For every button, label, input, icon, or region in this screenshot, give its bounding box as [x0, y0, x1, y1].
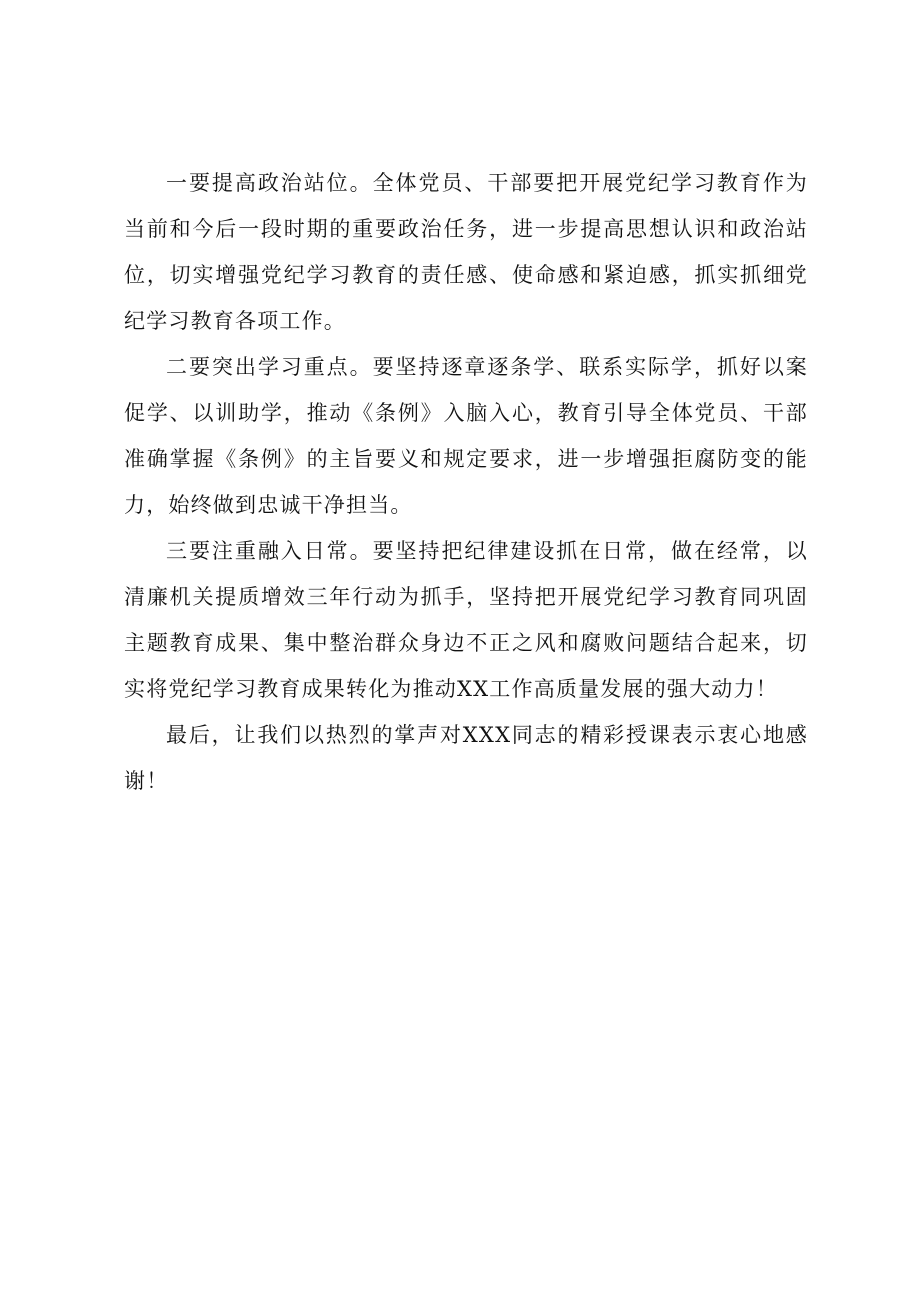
- paragraph-4: 最后，让我们以热烈的掌声对XXX同志的精彩授课表示衷心地感谢！: [124, 723, 808, 793]
- paragraph-1: 一要提高政治站位。全体党员、干部要把开展党纪学习教育作为当前和今后一段时期的重要政治任务，进一步提高思想认识和政治站位，切实增强党纪学习教育的责任感、使命感和紧迫感，抓实抓细党纪学习教育各项工作。: [124, 171, 808, 333]
- paragraph-3: 三要注重融入日常。要坚持把纪律建设抓在日常，做在经常，以清廉机关提质增效三年行动为抓手，坚持把开展党纪学习教育同巩固主题教育成果、集中整治群众身边不正之风和腐败问题结合起来，切实将党纪学习教育成果转化为推动XX工作高质量发展的强大动力！: [124, 539, 808, 701]
- paragraph-2: 二要突出学习重点。要坚持逐章逐条学、联系实际学，抓好以案促学、以训助学，推动《条例》入脑入心，教育引导全体党员、干部准确掌握《条例》的主旨要义和规定要求，进一步增强拒腐防变的能力，始终做到忠诚干净担当。: [124, 355, 808, 517]
- document-body: [124, 160, 808, 804]
